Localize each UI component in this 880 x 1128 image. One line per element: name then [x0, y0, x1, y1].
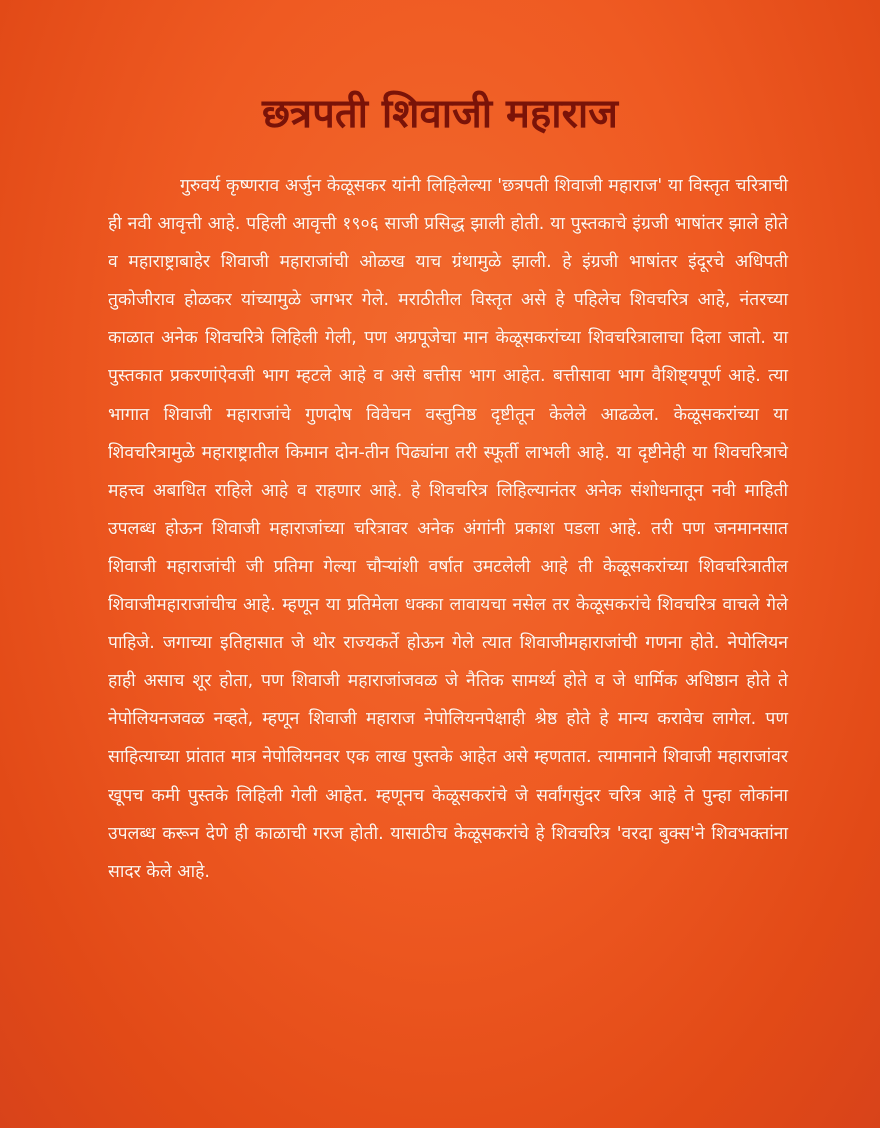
blurb-paragraph: गुरुवर्य कृष्णराव अर्जुन केळूसकर यांनी लिहिलेल्या 'छत्रपती शिवाजी महाराज' या विस्तृत चरित्राची ही नवी आवृत्ती आहे. पहिली आवृत्ती १९०६ साजी प्रसिद्ध झाली होती. या पुस्तकाचे इंग्रजी भाषांतर झाले होते व महाराष्ट्राबाहेर शिवाजी महाराजांची ओळख याच ग्रंथामुळे झाली. हे इंग्रजी भाषांतर इंदूरचे अधिपती तुकोजीराव होळकर यांच्यामुळे जगभर गेले. मराठीतील विस्तृत असे हे पहिलेच शिवचरित्र आहे, नंतरच्या काळात अनेक शिवचरित्रे लिहिली गेली, पण अग्रपूजेचा मान केळूसकरांच्या शिवचरित्रालाचा दिला जातो. या पुस्तकात प्रकरणांऐवजी भाग म्हटले आहे व असे बत्तीस भाग आहेत. बत्तीसावा भाग वैशिष्ट्यपूर्ण आहे. त्या भागात शिवाजी महाराजांचे गुणदोष विवेचन वस्तुनिष्ठ दृष्टीतून केलेले आढळेल. केळूसकरांच्या या शिवचरित्रामुळे महाराष्ट्रातील किमान दोन-तीन पिढ्यांना तरी स्फूर्ती लाभली आहे. या दृष्टीनेही या शिवचरित्राचे महत्त्व अबाधित राहिले आहे व राहणार आहे. हे शिवचरित्र लिहिल्यानंतर अनेक संशोधनातून नवी माहिती उपलब्ध होऊन शिवाजी महाराजांच्या चरित्रावर अनेक अंगांनी प्रकाश पडला आहे. तरी पण जनमानसात शिवाजी महाराजांची जी प्रतिमा गेल्या चौऱ्यांशी वर्षात उमटलेली आहे ती केळूसकरांच्या शिवचरित्रातील शिवाजीमहाराजांचीच आहे. म्हणून या प्रतिमेला धक्का लावायचा नसेल तर केळूसकरांचे शिवचरित्र वाचले गेले पाहिजे. जगाच्या इतिहासात जे थोर राज्यकर्ते होऊन गेले त्यात शिवाजीमहाराजांची गणना होते. नेपोलियन हाही असाच शूर होता, पण शिवाजी महाराजांजवळ जे नैतिक सामर्थ्य होते व जे धार्मिक अधिष्ठान होते ते नेपोलियनजवळ नव्हते, म्हणून शिवाजी महाराज नेपोलियनपेक्षाही श्रेष्ठ होते हे मान्य करावेच लागेल. पण साहित्याच्या प्रांतात मात्र नेपोलियनवर एक लाख पुस्तके आहेत असे म्हणतात. त्यामानाने शिवाजी महाराजांवर खूपच कमी पुस्तके लिहिली गेली आहेत. म्हणूनच केळूसकरांचे जे सर्वांगसुंदर चरित्र आहे ते पुन्हा लोकांना उपलब्ध करून देणे ही काळाची गरज होती. यासाठीच केळूसकरांचे हे शिवचरित्र 'वरदा बुक्स'ने शिवभक्तांना सादर केले आहे.	[108, 176, 788, 882]
book-title: छत्रपती शिवाजी महाराज	[262, 91, 618, 137]
